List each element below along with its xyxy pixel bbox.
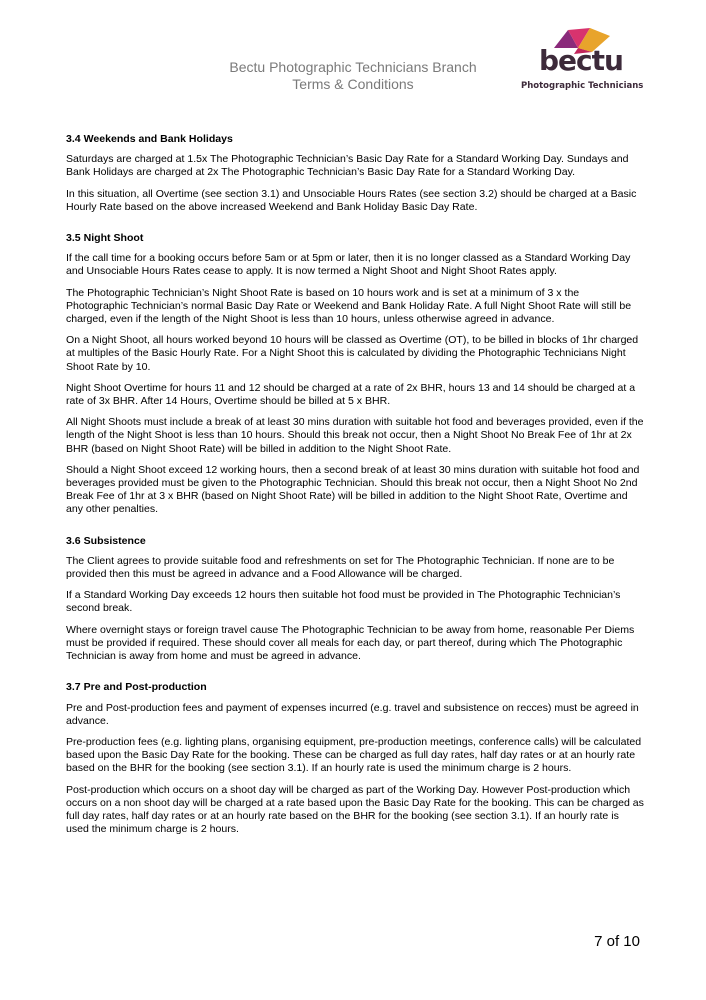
paragraph: If a Standard Working Day exceeds 12 hours then suitable hot food must be provided in The Photographic Technician’s second break. — [66, 589, 621, 615]
header-title-line-1: Bectu Photographic Technicians Branch — [229, 59, 477, 75]
section-heading: 3.5 Night Shoot — [66, 232, 144, 245]
paragraph: All Night Shoots must include a break of at least 30 mins duration with suitable hot food and beverages provided, even if the length of the Night Shoot is less than 10 hours. Should this break not occur, then a Night Shoot No Break Fee of 1hr at 2x BHR (based on Night Shoot Rate) will be billed in addition to the Night Shoot Rate. — [66, 416, 644, 455]
terms-content — [66, 133, 644, 854]
section-heading: 3.4 Weekends and Bank Holidays — [66, 133, 233, 145]
paragraph: Night Shoot Overtime for hours 11 and 12 should be charged at a rate of 2x BHR, hours 13 and 14 should be charged at a rate of 3x BHR. After 14 Hours, Overtime should be billed at 5 x BHR. — [66, 381, 636, 408]
header-title-line-2: Terms & Conditions — [292, 76, 414, 92]
paragraph: Post-production which occurs on a shoot day will be charged as part of the Working Day. However Post-production which occurs on a non shoot day will be charged at a rate based upon the Basic Day Rate for the booking. This can be charged as full day rates, half day rates or at an hourly rate based on the BHR for the booking (see section 3.1). If an hourly rate is used the minimum charge is 2 hours. — [66, 783, 644, 836]
paragraph: In this situation, all Overtime (see section 3.1) and Unsociable Hours Rates (see section 3.2) should be charged at a Basic Hourly Rate based on the above increased Weekend and Bank Holiday Basic Day Rate. — [66, 187, 637, 213]
section-pre-post-production — [66, 681, 644, 836]
section-heading: 3.6 Subsistence — [66, 534, 146, 547]
bectu-logo — [516, 26, 644, 96]
paragraph: The Client agrees to provide suitable food and refreshments on set for The Photographic Technician. If none are to be provided then this must be agreed in advance and a Food Allowance will be charged. — [66, 554, 615, 581]
paragraph: On a Night Shoot, all hours worked beyond 10 hours will be classed as Overtime (OT), to be billed in blocks of 1hr charged at multiples of the Basic Hourly Rate. For a Night Shoot this is calculated by dividing the Photographic Technicians Night Shoot Rate by 10. — [66, 334, 639, 373]
section-heading: 3.7 Pre and Post-production — [66, 681, 207, 694]
section-subsistence — [66, 535, 644, 664]
page-number: 7 of 10 — [594, 933, 640, 950]
section-weekends-bank-holidays — [66, 133, 644, 214]
logo-wordmark: bectu — [539, 44, 623, 77]
paragraph: If the call time for a booking occurs before 5am or at 5pm or later, then it is no longer classed as a Standard Working Day and Unsociable Hours Rates cease to apply. It is now termed a Night Shoot and Night Shoot Rates apply. — [66, 252, 631, 278]
paragraph: Where overnight stays or foreign travel cause The Photographic Technician to be away from home, reasonable Per Diems must be provided if required. These should cover all meals for each day, or part thereof, during which The Photographic Technician is away from home and must be agreed in advance. — [66, 623, 635, 663]
document-header-title — [200, 59, 506, 93]
logo-subtitle: Photographic Technicians — [521, 81, 644, 91]
section-night-shoot — [66, 232, 644, 517]
paragraph: Should a Night Shoot exceed 12 working hours, then a second break of at least 30 mins duration with suitable hot food and beverages provided must be given to the Photographic Technician. Should this break not occur, then a Night Shoot No 2nd Break Fee of 1hr at 3 x BHR (based on Night Shoot Rate) will be billed in addition to the Night Shoot Rate, Overtime and any other penalties. — [66, 463, 640, 516]
paragraph: Pre and Post-production fees and payment of expenses incurred (e.g. travel and subsistence on recces) must be agreed in advance. — [66, 701, 639, 727]
paragraph: The Photographic Technician’s Night Shoot Rate is based on 10 hours work and is set at a minimum of 3 x the Photographic Technician’s normal Basic Day Rate or Weekend and Bank Holiday Rate. A full Night Shoot Rate will still be charged, even if the length of the Night Shoot is less than 10 hours, unless otherwise agreed in advance. — [66, 286, 632, 326]
paragraph: Pre-production fees (e.g. lighting plans, organising equipment, pre-production meetings, conference calls) will be calculated based upon the Basic Day Rate for the booking. These can be charged as full day rates, half day rates or at an hourly rate based on the BHR for the booking (see section 3.1). If an hourly rate is used the minimum charge is 2 hours. — [66, 735, 642, 775]
paragraph: Saturdays are charged at 1.5x The Photographic Technician’s Basic Day Rate for a Standard Working Day. Sundays and Bank Holidays are charged at 2x The Photographic Technician’s Basic Day Rate for a Standard Working Day. — [66, 153, 629, 179]
